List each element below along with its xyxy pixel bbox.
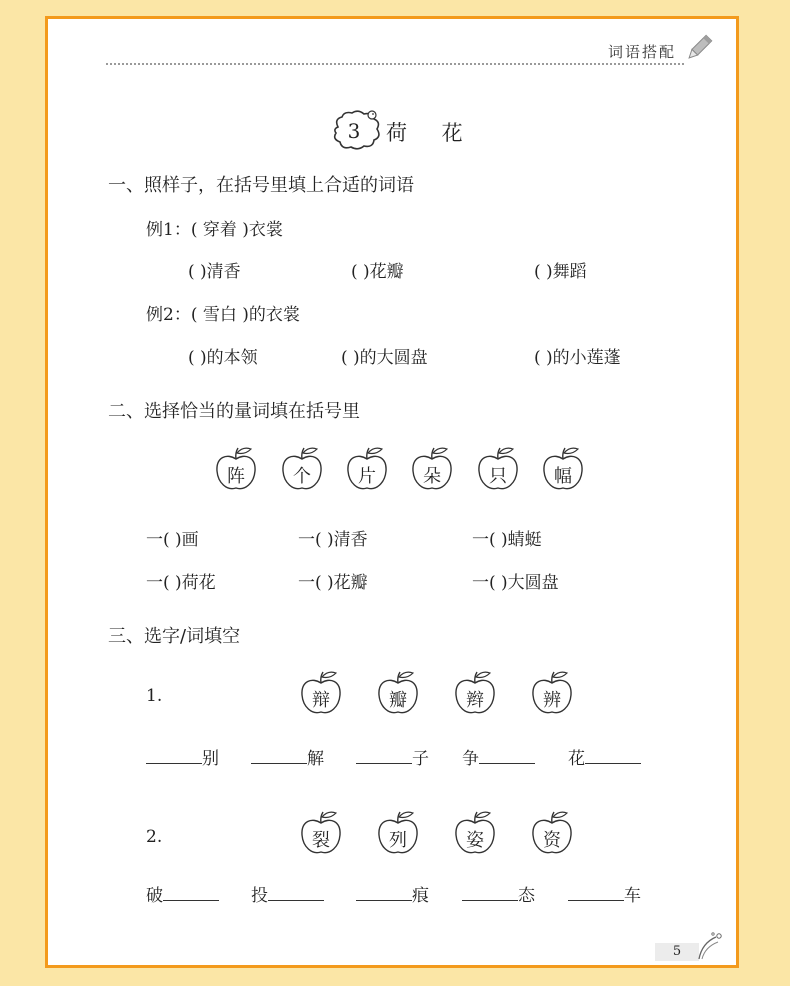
blank-suffix: 子: [412, 749, 429, 769]
example2-item-1: ( )的本领: [188, 348, 258, 368]
q1-blank-4: [462, 744, 535, 769]
fill-blank-line[interactable]: [268, 886, 324, 901]
fill-blank-line[interactable]: [146, 749, 202, 764]
q1-word-apple-3: [452, 669, 498, 717]
worksheet-page: [45, 16, 739, 968]
lesson-number: 3: [347, 119, 361, 143]
section2-heading: 二、选择恰当的量词填在括号里: [108, 401, 360, 422]
blank-suffix: 别: [202, 749, 219, 769]
blank-prefix: 争: [462, 749, 479, 769]
apple-word: 幅: [554, 466, 572, 487]
measure-blank-5: 一( )花瓣: [298, 573, 368, 593]
example1: 例1：( 穿着 )衣裳: [146, 220, 283, 240]
q2-blank-4: [462, 881, 535, 906]
measure-blank-3: 一( )蜻蜓: [472, 530, 542, 550]
blank-prefix: 投: [251, 886, 268, 906]
fill-blank-line[interactable]: [163, 886, 219, 901]
q2-word-apple-1: [298, 809, 344, 857]
swirl-decoration-icon: [696, 931, 724, 961]
example2: 例2：( 雪白 )的衣裳: [146, 305, 300, 325]
q1-blank-5: [568, 744, 641, 769]
q1-word-apple-1: [298, 669, 344, 717]
q1-blank-3: [356, 744, 429, 769]
q2-blank-5: [568, 881, 641, 906]
q1-blank-2: [251, 744, 324, 769]
fill-blank-line[interactable]: [568, 886, 624, 901]
q2-blank-1: [146, 881, 219, 906]
example1-item-3: ( )舞蹈: [534, 262, 587, 282]
q2-word-apple-2: [375, 809, 421, 857]
fill-blank-line[interactable]: [251, 749, 307, 764]
example1-item-1: ( )清香: [188, 262, 241, 282]
apple-word: 阵: [227, 466, 245, 487]
example1-item-2: ( )花瓣: [351, 262, 404, 282]
q1-word-apple-4: [529, 669, 575, 717]
blank-suffix: 车: [624, 886, 641, 906]
measure-blank-4: 一( )荷花: [146, 573, 216, 593]
q2-blank-3: [356, 881, 429, 906]
measure-word-apple-4: [409, 445, 455, 493]
measure-word-apple-2: [279, 445, 325, 493]
apple-word: 列: [389, 830, 407, 851]
example2-item-3: ( )的小莲蓬: [534, 348, 621, 368]
pencil-icon: [684, 33, 714, 63]
section1-heading: 一、照样子，在括号里填上合适的词语: [108, 175, 414, 196]
measure-blank-2: 一( )清香: [298, 530, 368, 550]
question1-label: 1.: [146, 686, 163, 706]
fill-blank-line[interactable]: [585, 749, 641, 764]
fill-blank-line[interactable]: [479, 749, 535, 764]
q2-blank-2: [251, 881, 324, 906]
header-label: 词语搭配: [607, 43, 676, 61]
measure-blank-1: 一( )画: [146, 530, 199, 550]
apple-word: 裂: [312, 830, 330, 851]
blank-prefix: 花: [568, 749, 585, 769]
lesson-name: 荷 花: [386, 121, 477, 145]
fill-blank-line[interactable]: [462, 886, 518, 901]
measure-word-apple-5: [475, 445, 521, 493]
q1-blank-1: [146, 744, 219, 769]
header-divider: [106, 63, 684, 65]
blank-prefix: 破: [146, 886, 163, 906]
example2-item-2: ( )的大圆盘: [341, 348, 428, 368]
apple-word: 朵: [423, 466, 441, 487]
apple-word: 辩: [312, 690, 330, 711]
blank-suffix: 解: [307, 749, 324, 769]
measure-blank-6: 一( )大圆盘: [472, 573, 559, 593]
apple-word: 资: [543, 830, 561, 851]
section3-heading: 三、选字/词填空: [108, 626, 241, 647]
apple-word: 瓣: [389, 690, 407, 711]
apple-word: 片: [358, 466, 376, 487]
apple-word: 辨: [543, 690, 561, 711]
apple-word: 只: [489, 466, 507, 487]
q2-word-apple-4: [529, 809, 575, 857]
measure-word-apple-6: [540, 445, 586, 493]
q2-word-apple-3: [452, 809, 498, 857]
page-number: 5: [655, 943, 699, 961]
apple-word: 个: [293, 466, 311, 487]
blank-suffix: 态: [518, 886, 535, 906]
measure-word-apple-3: [344, 445, 390, 493]
apple-word: 姿: [466, 830, 484, 851]
fill-blank-line[interactable]: [356, 886, 412, 901]
question2-label: 2.: [146, 827, 163, 847]
measure-word-apple-1: [213, 445, 259, 493]
apple-word: 辫: [466, 690, 484, 711]
blank-suffix: 痕: [412, 886, 429, 906]
fill-blank-line[interactable]: [356, 749, 412, 764]
q1-word-apple-2: [375, 669, 421, 717]
